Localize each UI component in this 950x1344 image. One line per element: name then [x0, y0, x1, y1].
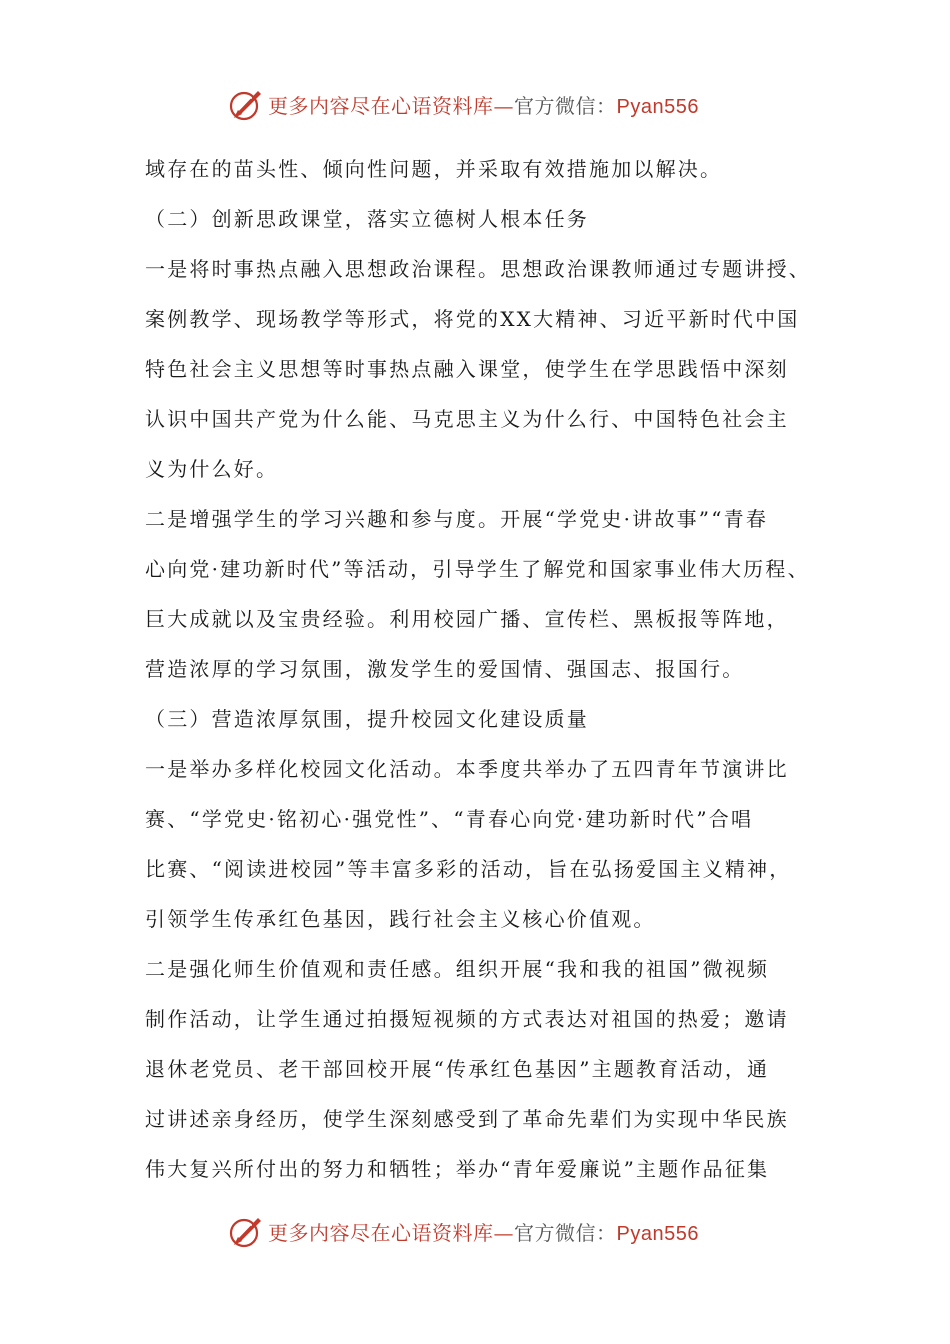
quill-logo-icon	[228, 1213, 264, 1249]
section-heading: （二）创新思政课堂，落实立德树人根本任务	[145, 207, 589, 231]
watermark-text	[268, 90, 699, 119]
watermark-dash: —	[493, 1220, 514, 1245]
text-line: 二是强化师生价值观和责任感。组织开展“我和我的祖国”微视频	[145, 957, 770, 981]
footer-watermark	[228, 1211, 699, 1251]
text-line: 心向党·建功新时代”等活动，引导学生了解党和国家事业伟大历程、	[145, 557, 810, 581]
watermark-label: 官方微信：	[514, 93, 617, 118]
text-line: 营造浓厚的学习氛围，激发学生的爱国情、强国志、报国行。	[145, 657, 745, 681]
quill-logo-icon	[228, 86, 264, 122]
text-line: 二是增强学生的学习兴趣和参与度。开展“学党史·讲故事”“青春	[145, 507, 769, 531]
text-line: 赛、“学党史·铭初心·强党性”、“青春心向党·建功新时代”合唱	[145, 807, 754, 831]
document-body	[145, 144, 825, 1194]
text-line: 制作活动，让学生通过拍摄短视频的方式表达对祖国的热爱；邀请	[145, 1007, 789, 1031]
text-line: 伟大复兴所付出的努力和牺牲；举办“青年爱廉说”主题作品征集	[145, 1157, 770, 1181]
text-line: 案例教学、现场教学等形式，将党的XX大精神、习近平新时代中国	[145, 307, 800, 331]
watermark-account: Pyan556	[616, 1222, 699, 1245]
text-line: 过讲述亲身经历，使学生深刻感受到了革命先辈们为实现中华民族	[145, 1107, 789, 1131]
text-line: 一是将时事热点融入思想政治课程。思想政治课教师通过专题讲授、	[145, 257, 811, 281]
text-line: 引领学生传承红色基因，践行社会主义核心价值观。	[145, 907, 656, 931]
watermark-site: 更多内容尽在心语资料库	[268, 1220, 494, 1245]
header-watermark	[228, 84, 699, 124]
text-line: 退休老党员、老干部回校开展“传承红色基因”主题教育活动，通	[145, 1057, 770, 1081]
text-line: 一是举办多样化校园文化活动。本季度共举办了五四青年节演讲比	[145, 757, 789, 781]
watermark-text	[268, 1217, 699, 1246]
text-line: 比赛、“阅读进校园”等丰富多彩的活动，旨在弘扬爱国主义精神，	[145, 857, 792, 881]
text-line: 巨大成就以及宝贵经验。利用校园广播、宣传栏、黑板报等阵地，	[145, 607, 789, 631]
text-line: 义为什么好。	[145, 457, 279, 481]
watermark-account: Pyan556	[616, 95, 699, 118]
watermark-label: 官方微信：	[514, 1220, 617, 1245]
watermark-dash: —	[493, 93, 514, 118]
text-line: 特色社会主义思想等时事热点融入课堂，使学生在学思践悟中深刻	[145, 357, 789, 381]
text-line: 域存在的苗头性、倾向性问题，并采取有效措施加以解决。	[145, 157, 723, 181]
section-heading: （三）营造浓厚氛围，提升校园文化建设质量	[145, 707, 589, 731]
text-line: 认识中国共产党为什么能、马克思主义为什么行、中国特色社会主	[145, 407, 789, 431]
watermark-site: 更多内容尽在心语资料库	[268, 93, 494, 118]
